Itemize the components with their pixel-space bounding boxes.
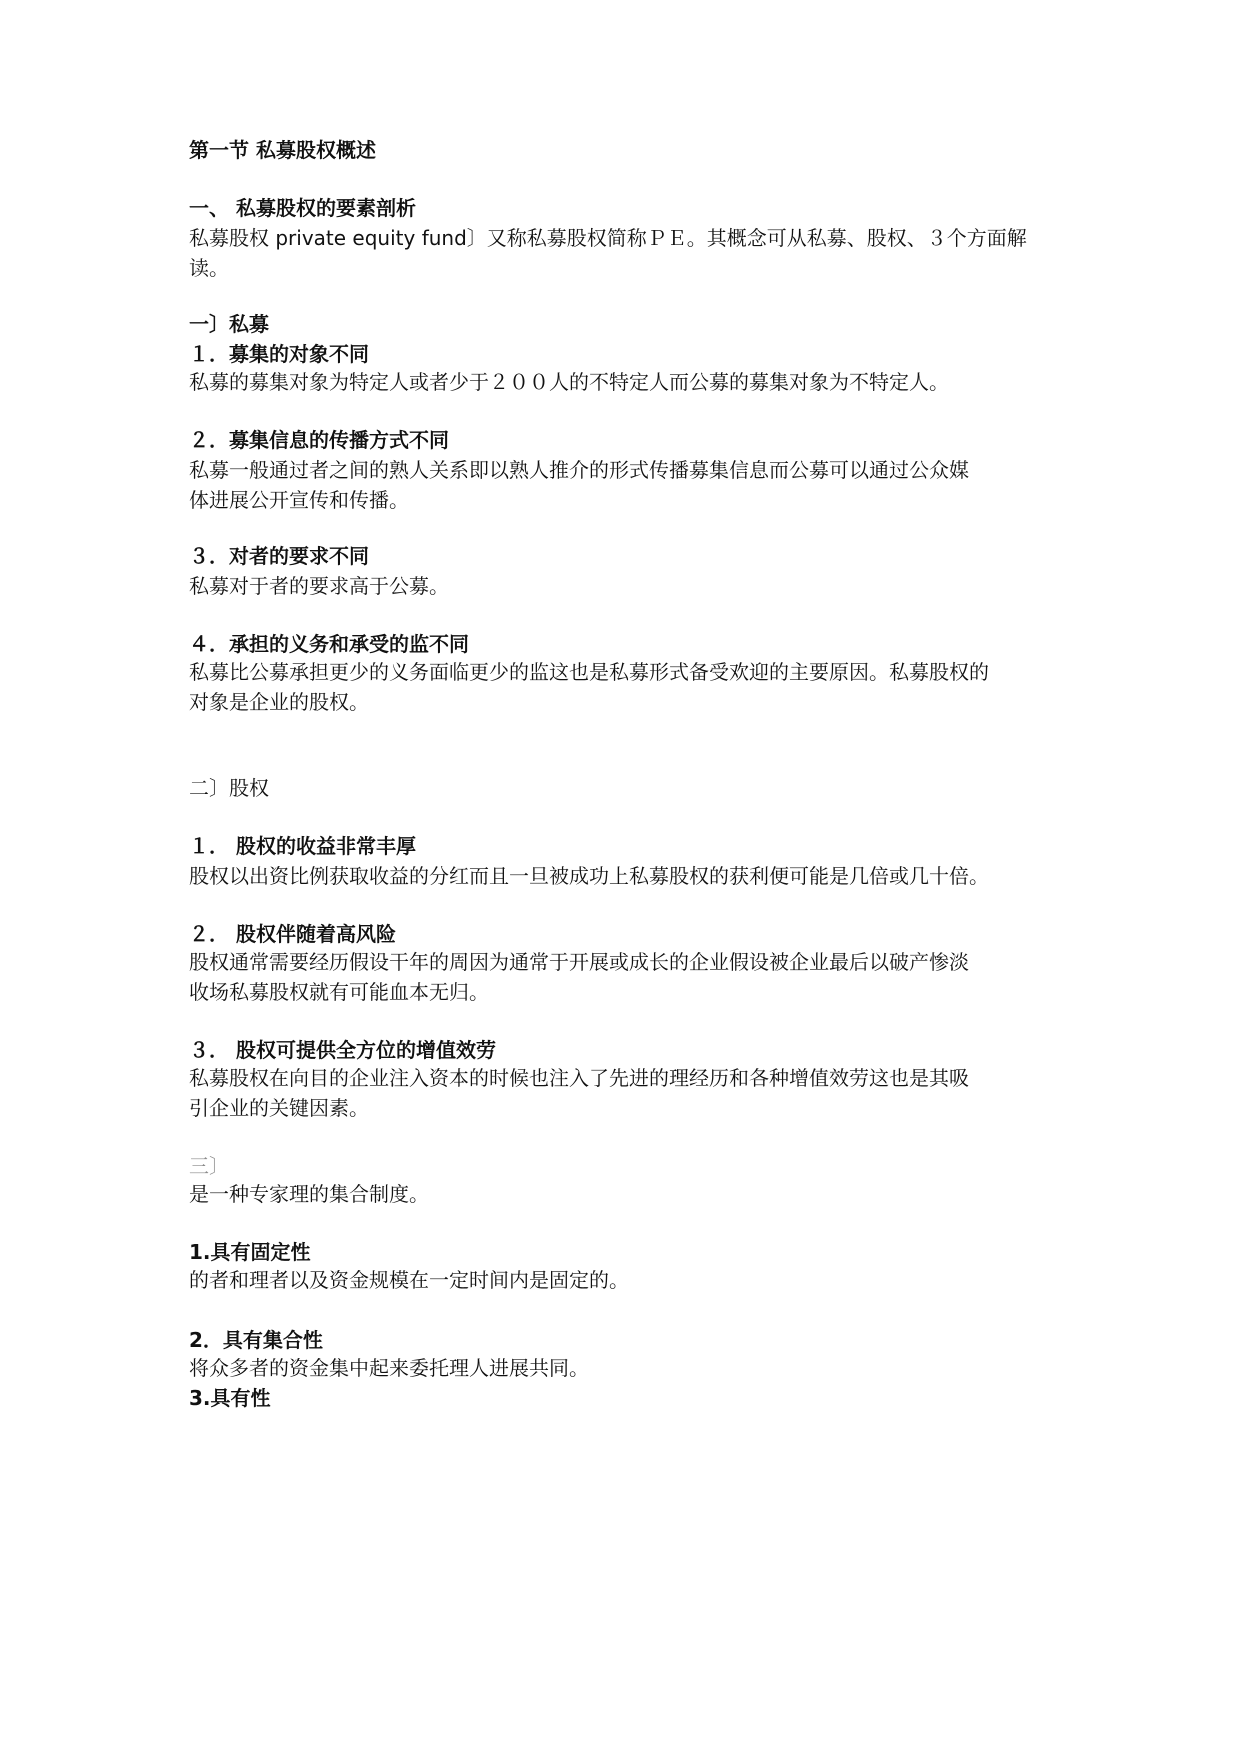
sub2-item-title: １． 股权的收益非常丰厚 [189,834,416,858]
sub2-item-text: 收场私募股权就有可能血本无归。 [189,980,489,1004]
sub3-item-title: 2．具有集合性 [189,1328,323,1352]
sub1-item-title: ４．承担的义务和承受的监不同 [189,632,469,656]
sub1-item-text: 私募的募集对象为特定人或者少于２００人的不特定人而公募的募集对象为不特定人。 [189,370,949,394]
section-title: 第一节 私募股权概述 [189,138,376,162]
sub3-heading: 三〕 [189,1154,229,1178]
sub2-item-text: 股权通常需要经历假设干年的周因为通常于开展或成长的企业假设被企业最后以破产惨淡 [189,950,969,974]
part1-intro-line: 读。 [189,256,229,280]
sub1-item-title: ２．募集信息的传播方式不同 [189,428,449,452]
sub1-heading: 一〕私募 [189,312,269,336]
sub3-item-title: 1.具有固定性 [189,1240,311,1264]
part1-intro-line: 私募股权 private equity fund〕又称私募股权简称ＰＥ。其概念可从私募、股权、３个方面解 [189,226,1027,250]
sub2-item-text: 私募股权在向目的企业注入资本的时候也注入了先进的理经历和各种增值效劳这也是其吸 [189,1066,969,1090]
sub1-item-text: 私募比公募承担更少的义务面临更少的监这也是私募形式备受欢迎的主要原因。私募股权的 [189,660,989,684]
sub1-item-text: 私募对于者的要求高于公募。 [189,574,449,598]
sub1-item-text: 体进展公开宣传和传播。 [189,488,409,512]
sub2-item-text: 引企业的关键因素。 [189,1096,369,1120]
part1-heading: 一、 私募股权的要素剖析 [189,196,416,220]
sub2-item-title: ２． 股权伴随着高风险 [189,922,396,946]
sub1-item-text: 对象是企业的股权。 [189,690,369,714]
sub1-item-title: １．募集的对象不同 [189,342,369,366]
sub2-heading: 二〕股权 [189,776,269,800]
sub3-intro: 是一种专家理的集合制度。 [189,1182,429,1206]
sub3-item-text: 将众多者的资金集中起来委托理人进展共同。 [189,1356,589,1380]
sub3-item-title: 3.具有性 [189,1386,271,1410]
sub3-item-text: 的者和理者以及资金规模在一定时间内是固定的。 [189,1268,629,1292]
sub1-item-title: ３．对者的要求不同 [189,544,369,568]
sub2-item-title: ３． 股权可提供全方位的增值效劳 [189,1038,496,1062]
sub2-item-text: 股权以出资比例获取收益的分红而且一旦被成功上私募股权的获利便可能是几倍或几十倍。 [189,864,989,888]
sub1-item-text: 私募一般通过者之间的熟人关系即以熟人推介的形式传播募集信息而公募可以通过公众媒 [189,458,969,482]
